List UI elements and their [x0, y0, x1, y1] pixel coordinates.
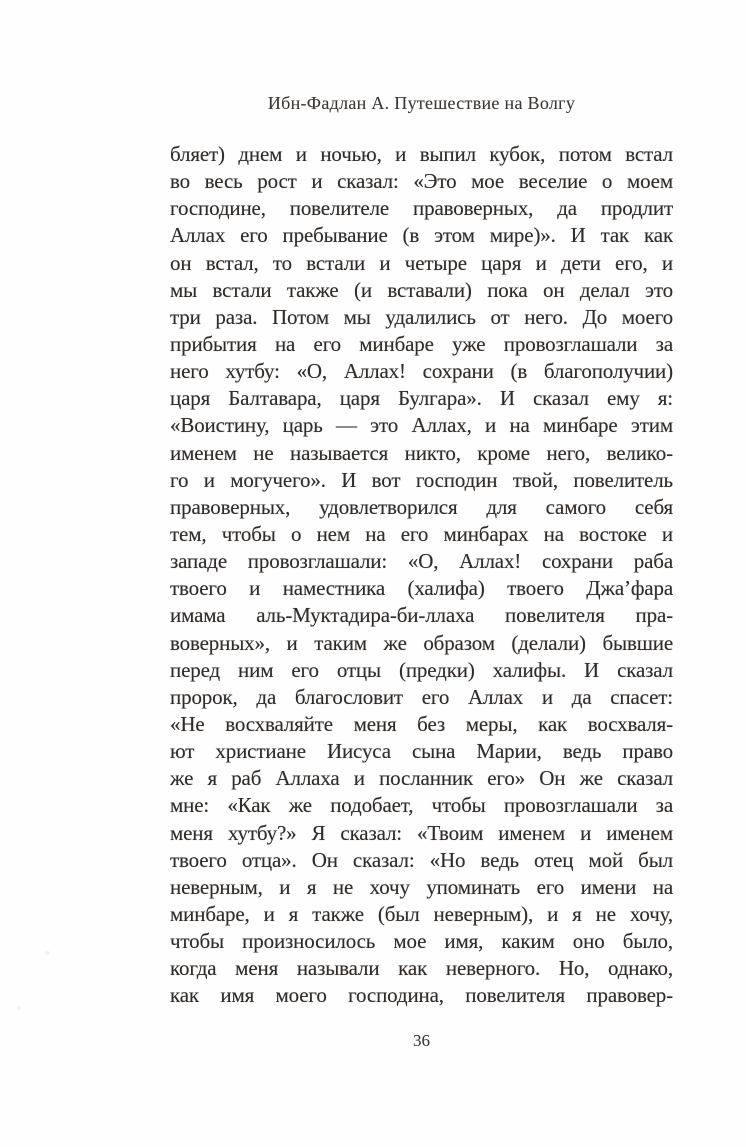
- text-line: минбаре, и я также (был неверным), и я не хочу,: [170, 901, 673, 926]
- text-line: тем, чтобы о нем на его минбарах на востоке и: [170, 521, 673, 546]
- text-line: твоего и наместника (халифа) твоего Джа’фара: [170, 576, 673, 601]
- text-line: воверных», и таким же образом (делали) бывшие: [170, 630, 673, 655]
- scan-speck: [17, 1006, 21, 1010]
- text-line: три раза. Потом мы удалились от него. До моего: [170, 304, 673, 329]
- running-title: Ибн-Фадлан А. Путешествие на Волгу: [267, 93, 576, 113]
- text-line: мне: «Как же подобает, чтобы провозглашали за: [170, 793, 673, 818]
- text-line: перед ним его отцы (предки) халифы. И сказал: [170, 657, 673, 682]
- text-line: во весь рост и сказал: «Это мое веселие о моем: [170, 169, 673, 194]
- text-line: западе провозглашали: «О, Аллах! сохрани раба: [170, 549, 673, 574]
- scan-speck: [45, 951, 50, 955]
- text-line: как имя моего господина, повелителя правовер-: [170, 983, 673, 1008]
- text-line: же я раб Аллаха и посланник его» Он же сказал: [170, 766, 673, 791]
- text-line: царя Балтавара, царя Булгара». И сказал ему я:: [170, 386, 673, 411]
- text-line: бляет) днем и ночью, и выпил кубок, потом встал: [170, 142, 673, 166]
- text-line: «Воистину, царь — это Аллах, и на минбаре этим: [170, 413, 673, 438]
- text-line: господине, повелителе правоверных, да продлит: [170, 196, 673, 221]
- page-number: 36: [413, 1031, 430, 1050]
- text-line: пророк, да благословит его Аллах и да спасет:: [170, 684, 673, 709]
- text-line: правоверных, удовлетворился для самого себя: [170, 494, 673, 519]
- text-line: ют христиане Иисуса сына Марии, ведь право: [170, 739, 673, 764]
- text-line: него хутбу: «О, Аллах! сохрани (в благополучии): [170, 359, 673, 384]
- text-line: меня хутбу?» Я сказал: «Твоим именем и именем: [170, 820, 673, 845]
- text-line: имама аль-Муктадира-би-ллаха повелителя пра-: [170, 603, 673, 628]
- text-line: неверным, и я не хочу упоминать его имени на: [170, 874, 673, 899]
- text-line: Аллах его пребывание (в этом мире)». И так как: [170, 223, 673, 248]
- text-line: именем не называется никто, кроме него, велико-: [170, 440, 673, 465]
- text-line: «Не восхваляйте меня без меры, как восхваля-: [170, 711, 673, 736]
- text-line: мы встали также (и вставали) пока он делал это: [170, 277, 673, 302]
- text-line: он встал, то встали и четыре царя и дети его, и: [170, 250, 673, 275]
- text-line: прибытия на его минбаре уже провозглашали за: [170, 331, 673, 356]
- text-line: чтобы произносилось мое имя, каким оно было,: [170, 929, 673, 954]
- body-text: [170, 141, 673, 1010]
- text-line: твоего отца». Он сказал: «Но ведь отец мой был: [170, 847, 673, 872]
- text-line: го и могучего». И вот господин твой, повелитель: [170, 467, 673, 492]
- text-line: когда меня называли как неверного. Но, однако,: [170, 956, 673, 981]
